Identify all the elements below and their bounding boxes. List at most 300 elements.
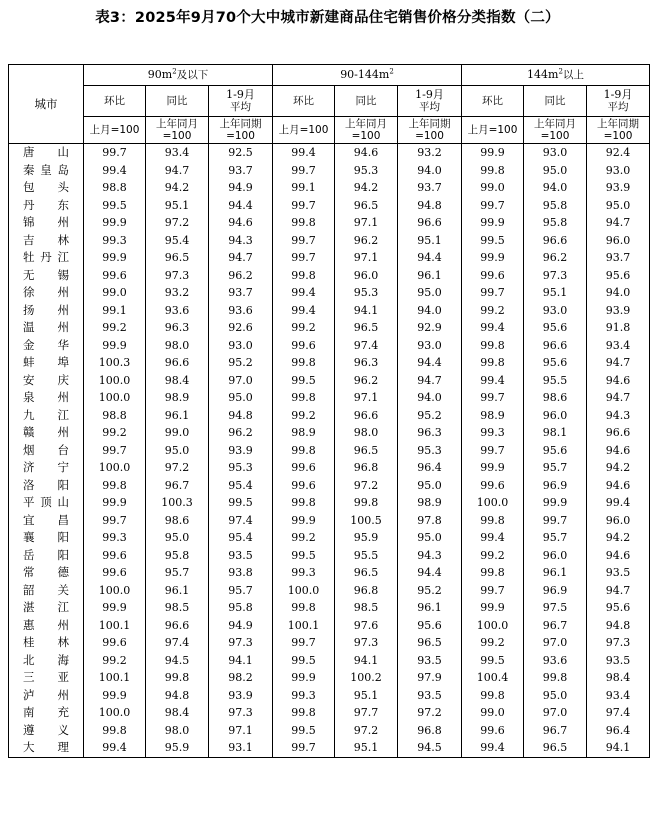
index-value-cell: 92.6 xyxy=(209,319,273,337)
index-value-cell: 94.6 xyxy=(587,477,650,495)
index-value-cell: 94.9 xyxy=(209,617,273,635)
index-value-cell: 93.7 xyxy=(398,179,462,197)
index-value-cell: 97.0 xyxy=(524,634,587,652)
index-value-cell: 94.6 xyxy=(587,442,650,460)
index-value-cell: 99.7 xyxy=(273,634,335,652)
index-value-cell: 94.7 xyxy=(398,372,462,390)
city-cell: 蚌埠 xyxy=(9,354,84,372)
index-value-cell: 96.1 xyxy=(398,267,462,285)
index-value-cell: 97.4 xyxy=(335,337,398,355)
index-value-cell: 94.3 xyxy=(587,407,650,425)
index-value-cell: 96.6 xyxy=(335,407,398,425)
index-value-cell: 100.0 xyxy=(84,704,146,722)
index-value-cell: 99.9 xyxy=(273,512,335,530)
index-value-cell: 96.0 xyxy=(587,232,650,250)
index-value-cell: 99.1 xyxy=(273,179,335,197)
index-value-cell: 99.5 xyxy=(209,494,273,512)
index-value-cell: 96.6 xyxy=(146,354,209,372)
table-row xyxy=(9,617,650,635)
index-value-cell: 99.6 xyxy=(273,459,335,477)
index-value-cell: 98.4 xyxy=(146,704,209,722)
city-cell: 遵义 xyxy=(9,722,84,740)
index-value-cell: 95.8 xyxy=(524,214,587,232)
index-value-cell: 99.6 xyxy=(84,634,146,652)
index-value-cell: 94.0 xyxy=(398,162,462,180)
index-value-cell: 93.7 xyxy=(209,162,273,180)
index-value-cell: 96.5 xyxy=(398,634,462,652)
index-value-cell: 97.1 xyxy=(335,389,398,407)
index-value-cell: 95.7 xyxy=(524,529,587,547)
index-value-cell: 99.9 xyxy=(462,249,524,267)
index-value-cell: 99.5 xyxy=(462,652,524,670)
index-value-cell: 99.7 xyxy=(462,582,524,600)
index-value-cell: 97.3 xyxy=(209,634,273,652)
city-cell: 韶关 xyxy=(9,582,84,600)
table-row xyxy=(9,267,650,285)
yoy-header: 同比 xyxy=(524,86,587,117)
city-cell: 扬州 xyxy=(9,302,84,320)
index-value-cell: 97.3 xyxy=(209,704,273,722)
index-value-cell: 98.0 xyxy=(146,722,209,740)
index-value-cell: 97.7 xyxy=(335,704,398,722)
index-value-cell: 97.2 xyxy=(146,459,209,477)
index-value-cell: 93.2 xyxy=(146,284,209,302)
table-row xyxy=(9,722,650,740)
yoy-base-header: 上年同月 =100 xyxy=(524,117,587,144)
mom-header: 环比 xyxy=(462,86,524,117)
city-cell: 北海 xyxy=(9,652,84,670)
index-value-cell: 95.0 xyxy=(524,687,587,705)
city-cell: 宜昌 xyxy=(9,512,84,530)
index-value-cell: 97.2 xyxy=(398,704,462,722)
index-value-cell: 94.4 xyxy=(209,197,273,215)
index-value-cell: 93.0 xyxy=(209,337,273,355)
index-value-cell: 99.7 xyxy=(462,389,524,407)
index-value-cell: 96.6 xyxy=(146,617,209,635)
index-value-cell: 96.2 xyxy=(209,424,273,442)
index-value-cell: 95.2 xyxy=(398,582,462,600)
index-value-cell: 97.1 xyxy=(335,249,398,267)
index-value-cell: 98.4 xyxy=(146,372,209,390)
table-row xyxy=(9,144,650,162)
index-value-cell: 100.0 xyxy=(273,582,335,600)
index-value-cell: 96.2 xyxy=(335,372,398,390)
index-value-cell: 91.8 xyxy=(587,319,650,337)
index-value-cell: 96.5 xyxy=(335,442,398,460)
index-value-cell: 100.1 xyxy=(273,617,335,635)
index-value-cell: 99.4 xyxy=(273,284,335,302)
index-value-cell: 95.6 xyxy=(524,442,587,460)
city-cell: 温州 xyxy=(9,319,84,337)
index-value-cell: 99.5 xyxy=(273,722,335,740)
index-value-cell: 99.8 xyxy=(273,494,335,512)
index-value-cell: 100.0 xyxy=(462,494,524,512)
table-row xyxy=(9,197,650,215)
index-value-cell: 99.8 xyxy=(273,389,335,407)
index-value-cell: 99.7 xyxy=(273,162,335,180)
index-value-cell: 96.3 xyxy=(146,319,209,337)
index-value-cell: 94.2 xyxy=(146,179,209,197)
city-cell: 唐山 xyxy=(9,144,84,162)
index-value-cell: 99.3 xyxy=(462,424,524,442)
index-value-cell: 98.8 xyxy=(84,407,146,425)
index-value-cell: 94.1 xyxy=(335,652,398,670)
index-value-cell: 100.1 xyxy=(84,669,146,687)
table-row xyxy=(9,547,650,565)
index-value-cell: 97.2 xyxy=(335,477,398,495)
table-row xyxy=(9,302,650,320)
index-value-cell: 99.2 xyxy=(462,634,524,652)
index-value-cell: 99.8 xyxy=(84,477,146,495)
index-value-cell: 99.2 xyxy=(273,319,335,337)
group-header-small: $90m^2$及以下 xyxy=(84,65,273,86)
index-value-cell: 95.1 xyxy=(335,687,398,705)
index-value-cell: 93.4 xyxy=(587,687,650,705)
index-value-cell: 95.3 xyxy=(335,284,398,302)
index-value-cell: 100.1 xyxy=(84,617,146,635)
index-value-cell: 99.7 xyxy=(84,512,146,530)
index-value-cell: 93.6 xyxy=(146,302,209,320)
city-cell: 南充 xyxy=(9,704,84,722)
index-value-cell: 93.0 xyxy=(587,162,650,180)
index-value-cell: 94.7 xyxy=(587,354,650,372)
index-value-cell: 100.0 xyxy=(84,459,146,477)
index-value-cell: 99.8 xyxy=(462,337,524,355)
yoy-base-header: 上年同月 =100 xyxy=(146,117,209,144)
index-value-cell: 99.6 xyxy=(273,477,335,495)
index-value-cell: 99.8 xyxy=(273,354,335,372)
index-value-cell: 96.3 xyxy=(398,424,462,442)
index-value-cell: 98.5 xyxy=(146,599,209,617)
index-value-cell: 99.2 xyxy=(462,547,524,565)
index-value-cell: 99.4 xyxy=(587,494,650,512)
index-value-cell: 99.5 xyxy=(273,652,335,670)
city-cell: 济宁 xyxy=(9,459,84,477)
index-value-cell: 99.8 xyxy=(146,669,209,687)
index-value-cell: 95.2 xyxy=(398,407,462,425)
index-value-cell: 94.7 xyxy=(209,249,273,267)
mom-header: 环比 xyxy=(84,86,146,117)
index-value-cell: 96.8 xyxy=(335,582,398,600)
table-row xyxy=(9,494,650,512)
group-header-medium: $90-144m^2$ xyxy=(273,65,462,86)
index-value-cell: 97.2 xyxy=(335,722,398,740)
index-value-cell: 96.4 xyxy=(398,459,462,477)
city-cell: 牡丹江 xyxy=(9,249,84,267)
table-row xyxy=(9,407,650,425)
index-value-cell: 96.5 xyxy=(335,564,398,582)
index-value-cell: 99.7 xyxy=(462,284,524,302)
index-value-cell: 99.3 xyxy=(84,232,146,250)
index-value-cell: 94.4 xyxy=(398,564,462,582)
index-value-cell: 98.8 xyxy=(84,179,146,197)
city-cell: 湛江 xyxy=(9,599,84,617)
index-value-cell: 96.5 xyxy=(146,249,209,267)
index-value-cell: 95.5 xyxy=(524,372,587,390)
table-row xyxy=(9,354,650,372)
index-value-cell: 96.2 xyxy=(335,232,398,250)
city-cell: 大理 xyxy=(9,739,84,757)
yoy-base-header: 上年同月 =100 xyxy=(335,117,398,144)
index-value-cell: 95.4 xyxy=(146,232,209,250)
table-row xyxy=(9,652,650,670)
index-value-cell: 99.7 xyxy=(273,197,335,215)
index-value-cell: 99.4 xyxy=(84,162,146,180)
table-row xyxy=(9,442,650,460)
city-cell: 烟台 xyxy=(9,442,84,460)
table-row xyxy=(9,424,650,442)
index-value-cell: 94.2 xyxy=(587,459,650,477)
index-value-cell: 99.9 xyxy=(462,144,524,162)
index-value-cell: 94.8 xyxy=(587,617,650,635)
index-value-cell: 98.5 xyxy=(335,599,398,617)
index-value-cell: 100.3 xyxy=(84,354,146,372)
index-value-cell: 96.8 xyxy=(335,459,398,477)
index-value-cell: 95.4 xyxy=(209,529,273,547)
city-cell: 洛阳 xyxy=(9,477,84,495)
index-value-cell: 94.0 xyxy=(587,284,650,302)
index-value-cell: 99.9 xyxy=(84,687,146,705)
index-value-cell: 97.1 xyxy=(335,214,398,232)
index-value-cell: 98.6 xyxy=(524,389,587,407)
city-cell: 金华 xyxy=(9,337,84,355)
city-cell: 三亚 xyxy=(9,669,84,687)
index-value-cell: 99.9 xyxy=(462,459,524,477)
index-value-cell: 98.9 xyxy=(273,424,335,442)
index-value-cell: 95.7 xyxy=(524,459,587,477)
index-value-cell: 93.0 xyxy=(524,302,587,320)
index-value-cell: 97.4 xyxy=(209,512,273,530)
index-value-cell: 97.5 xyxy=(524,599,587,617)
city-cell: 锦州 xyxy=(9,214,84,232)
index-value-cell: 99.9 xyxy=(84,599,146,617)
index-value-cell: 94.8 xyxy=(146,687,209,705)
index-value-cell: 95.6 xyxy=(587,267,650,285)
index-value-cell: 100.0 xyxy=(462,617,524,635)
index-value-cell: 99.5 xyxy=(273,372,335,390)
index-value-cell: 99.0 xyxy=(84,284,146,302)
index-value-cell: 95.8 xyxy=(209,599,273,617)
table-title: 表3：2025年9月70个大中城市新建商品住宅销售价格分类指数（二） xyxy=(95,10,560,26)
index-value-cell: 99.6 xyxy=(462,722,524,740)
index-value-cell: 97.0 xyxy=(524,704,587,722)
index-value-cell: 95.1 xyxy=(398,232,462,250)
index-value-cell: 99.0 xyxy=(462,704,524,722)
index-value-cell: 99.7 xyxy=(273,249,335,267)
index-value-cell: 99.6 xyxy=(462,267,524,285)
index-value-cell: 97.9 xyxy=(398,669,462,687)
index-value-cell: 97.1 xyxy=(209,722,273,740)
index-value-cell: 94.1 xyxy=(335,302,398,320)
index-value-cell: 99.8 xyxy=(273,442,335,460)
index-value-cell: 96.6 xyxy=(398,214,462,232)
index-value-cell: 99.2 xyxy=(84,424,146,442)
index-value-cell: 100.5 xyxy=(335,512,398,530)
group-header-large: $144m^2$以上 xyxy=(462,65,650,86)
index-value-cell: 93.5 xyxy=(587,652,650,670)
city-cell: 泸州 xyxy=(9,687,84,705)
index-value-cell: 99.4 xyxy=(462,739,524,757)
index-value-cell: 99.4 xyxy=(462,372,524,390)
index-value-cell: 93.0 xyxy=(524,144,587,162)
yoy-header: 同比 xyxy=(335,86,398,117)
table-body xyxy=(9,144,650,758)
index-value-cell: 94.5 xyxy=(146,652,209,670)
index-value-cell: 95.6 xyxy=(524,354,587,372)
index-value-cell: 94.6 xyxy=(587,547,650,565)
table-row xyxy=(9,564,650,582)
index-value-cell: 94.4 xyxy=(398,354,462,372)
index-value-cell: 94.3 xyxy=(209,232,273,250)
index-value-cell: 96.6 xyxy=(587,424,650,442)
index-value-cell: 100.3 xyxy=(146,494,209,512)
index-value-cell: 94.2 xyxy=(587,529,650,547)
table-row xyxy=(9,687,650,705)
city-cell: 吉林 xyxy=(9,232,84,250)
index-value-cell: 95.0 xyxy=(398,284,462,302)
index-value-cell: 98.9 xyxy=(146,389,209,407)
index-value-cell: 94.7 xyxy=(587,389,650,407)
table-row xyxy=(9,669,650,687)
index-value-cell: 95.0 xyxy=(146,442,209,460)
index-value-cell: 97.3 xyxy=(335,634,398,652)
index-value-cell: 99.5 xyxy=(84,197,146,215)
index-value-cell: 96.7 xyxy=(524,722,587,740)
index-value-cell: 95.3 xyxy=(209,459,273,477)
index-value-cell: 95.3 xyxy=(335,162,398,180)
index-value-cell: 96.5 xyxy=(524,739,587,757)
index-value-cell: 94.6 xyxy=(209,214,273,232)
index-value-cell: 98.4 xyxy=(587,669,650,687)
table-row xyxy=(9,179,650,197)
index-value-cell: 99.3 xyxy=(273,564,335,582)
index-value-cell: 95.1 xyxy=(335,739,398,757)
base-header-row xyxy=(9,117,650,144)
index-value-cell: 96.0 xyxy=(524,547,587,565)
index-value-cell: 94.7 xyxy=(587,214,650,232)
index-value-cell: 99.5 xyxy=(273,547,335,565)
index-value-cell: 95.0 xyxy=(398,477,462,495)
index-value-cell: 97.3 xyxy=(524,267,587,285)
index-value-cell: 93.7 xyxy=(587,249,650,267)
index-value-cell: 96.0 xyxy=(524,407,587,425)
index-value-cell: 95.1 xyxy=(146,197,209,215)
index-value-cell: 93.9 xyxy=(209,687,273,705)
index-value-cell: 96.7 xyxy=(524,617,587,635)
index-value-cell: 99.8 xyxy=(462,162,524,180)
index-value-cell: 99.9 xyxy=(84,494,146,512)
index-value-cell: 93.6 xyxy=(209,302,273,320)
index-value-cell: 96.7 xyxy=(146,477,209,495)
index-value-cell: 99.2 xyxy=(84,652,146,670)
index-value-cell: 96.0 xyxy=(587,512,650,530)
mom-header: 环比 xyxy=(273,86,335,117)
index-value-cell: 99.8 xyxy=(462,512,524,530)
index-value-cell: 99.7 xyxy=(462,442,524,460)
table-row xyxy=(9,389,650,407)
index-value-cell: 99.7 xyxy=(524,512,587,530)
city-cell: 惠州 xyxy=(9,617,84,635)
index-value-cell: 99.6 xyxy=(84,547,146,565)
city-cell: 秦皇岛 xyxy=(9,162,84,180)
ytd-header: 1-9月 平均 xyxy=(398,86,462,117)
index-value-cell: 95.2 xyxy=(209,354,273,372)
city-cell: 徐州 xyxy=(9,284,84,302)
index-value-cell: 97.4 xyxy=(146,634,209,652)
index-value-cell: 94.2 xyxy=(335,179,398,197)
index-value-cell: 99.3 xyxy=(84,529,146,547)
table-row xyxy=(9,599,650,617)
index-value-cell: 99.9 xyxy=(273,669,335,687)
index-value-cell: 99.3 xyxy=(273,687,335,705)
index-value-cell: 95.6 xyxy=(587,599,650,617)
index-value-cell: 95.0 xyxy=(146,529,209,547)
mom-base-header: 上月=100 xyxy=(273,117,335,144)
ytd-base-header: 上年同期 =100 xyxy=(209,117,273,144)
index-value-cell: 94.7 xyxy=(587,582,650,600)
index-value-cell: 94.7 xyxy=(146,162,209,180)
table-row xyxy=(9,529,650,547)
index-value-cell: 96.8 xyxy=(398,722,462,740)
index-value-cell: 96.5 xyxy=(335,319,398,337)
index-value-cell: 99.8 xyxy=(335,494,398,512)
table-row xyxy=(9,704,650,722)
index-value-cell: 100.0 xyxy=(84,582,146,600)
index-value-cell: 93.5 xyxy=(398,687,462,705)
index-value-cell: 95.0 xyxy=(524,162,587,180)
index-value-cell: 96.3 xyxy=(335,354,398,372)
index-value-cell: 95.8 xyxy=(524,197,587,215)
index-value-cell: 99.9 xyxy=(84,214,146,232)
index-value-cell: 99.8 xyxy=(273,214,335,232)
index-value-cell: 95.9 xyxy=(146,739,209,757)
index-value-cell: 94.0 xyxy=(398,389,462,407)
index-value-cell: 96.6 xyxy=(524,232,587,250)
city-cell: 泉州 xyxy=(9,389,84,407)
index-value-cell: 99.4 xyxy=(462,319,524,337)
index-value-cell: 95.7 xyxy=(146,564,209,582)
index-value-cell: 93.9 xyxy=(587,179,650,197)
table-row xyxy=(9,249,650,267)
city-cell: 桂林 xyxy=(9,634,84,652)
city-cell: 丹东 xyxy=(9,197,84,215)
index-value-cell: 96.5 xyxy=(335,197,398,215)
index-value-cell: 94.1 xyxy=(587,739,650,757)
city-cell: 九江 xyxy=(9,407,84,425)
index-value-cell: 97.6 xyxy=(335,617,398,635)
index-value-cell: 99.4 xyxy=(273,144,335,162)
index-value-cell: 99.8 xyxy=(524,669,587,687)
table-row xyxy=(9,512,650,530)
index-value-cell: 92.9 xyxy=(398,319,462,337)
index-value-cell: 93.1 xyxy=(209,739,273,757)
city-cell: 包头 xyxy=(9,179,84,197)
index-value-cell: 95.0 xyxy=(398,529,462,547)
index-value-cell: 100.0 xyxy=(84,372,146,390)
index-value-cell: 99.4 xyxy=(462,529,524,547)
index-value-cell: 93.8 xyxy=(209,564,273,582)
index-value-cell: 94.1 xyxy=(209,652,273,670)
index-value-cell: 99.2 xyxy=(462,302,524,320)
index-value-cell: 100.4 xyxy=(462,669,524,687)
index-value-cell: 97.3 xyxy=(587,634,650,652)
index-value-cell: 92.5 xyxy=(209,144,273,162)
index-value-cell: 99.1 xyxy=(84,302,146,320)
index-value-cell: 98.0 xyxy=(335,424,398,442)
mom-base-header: 上月=100 xyxy=(462,117,524,144)
index-value-cell: 97.0 xyxy=(209,372,273,390)
index-value-cell: 95.6 xyxy=(524,319,587,337)
